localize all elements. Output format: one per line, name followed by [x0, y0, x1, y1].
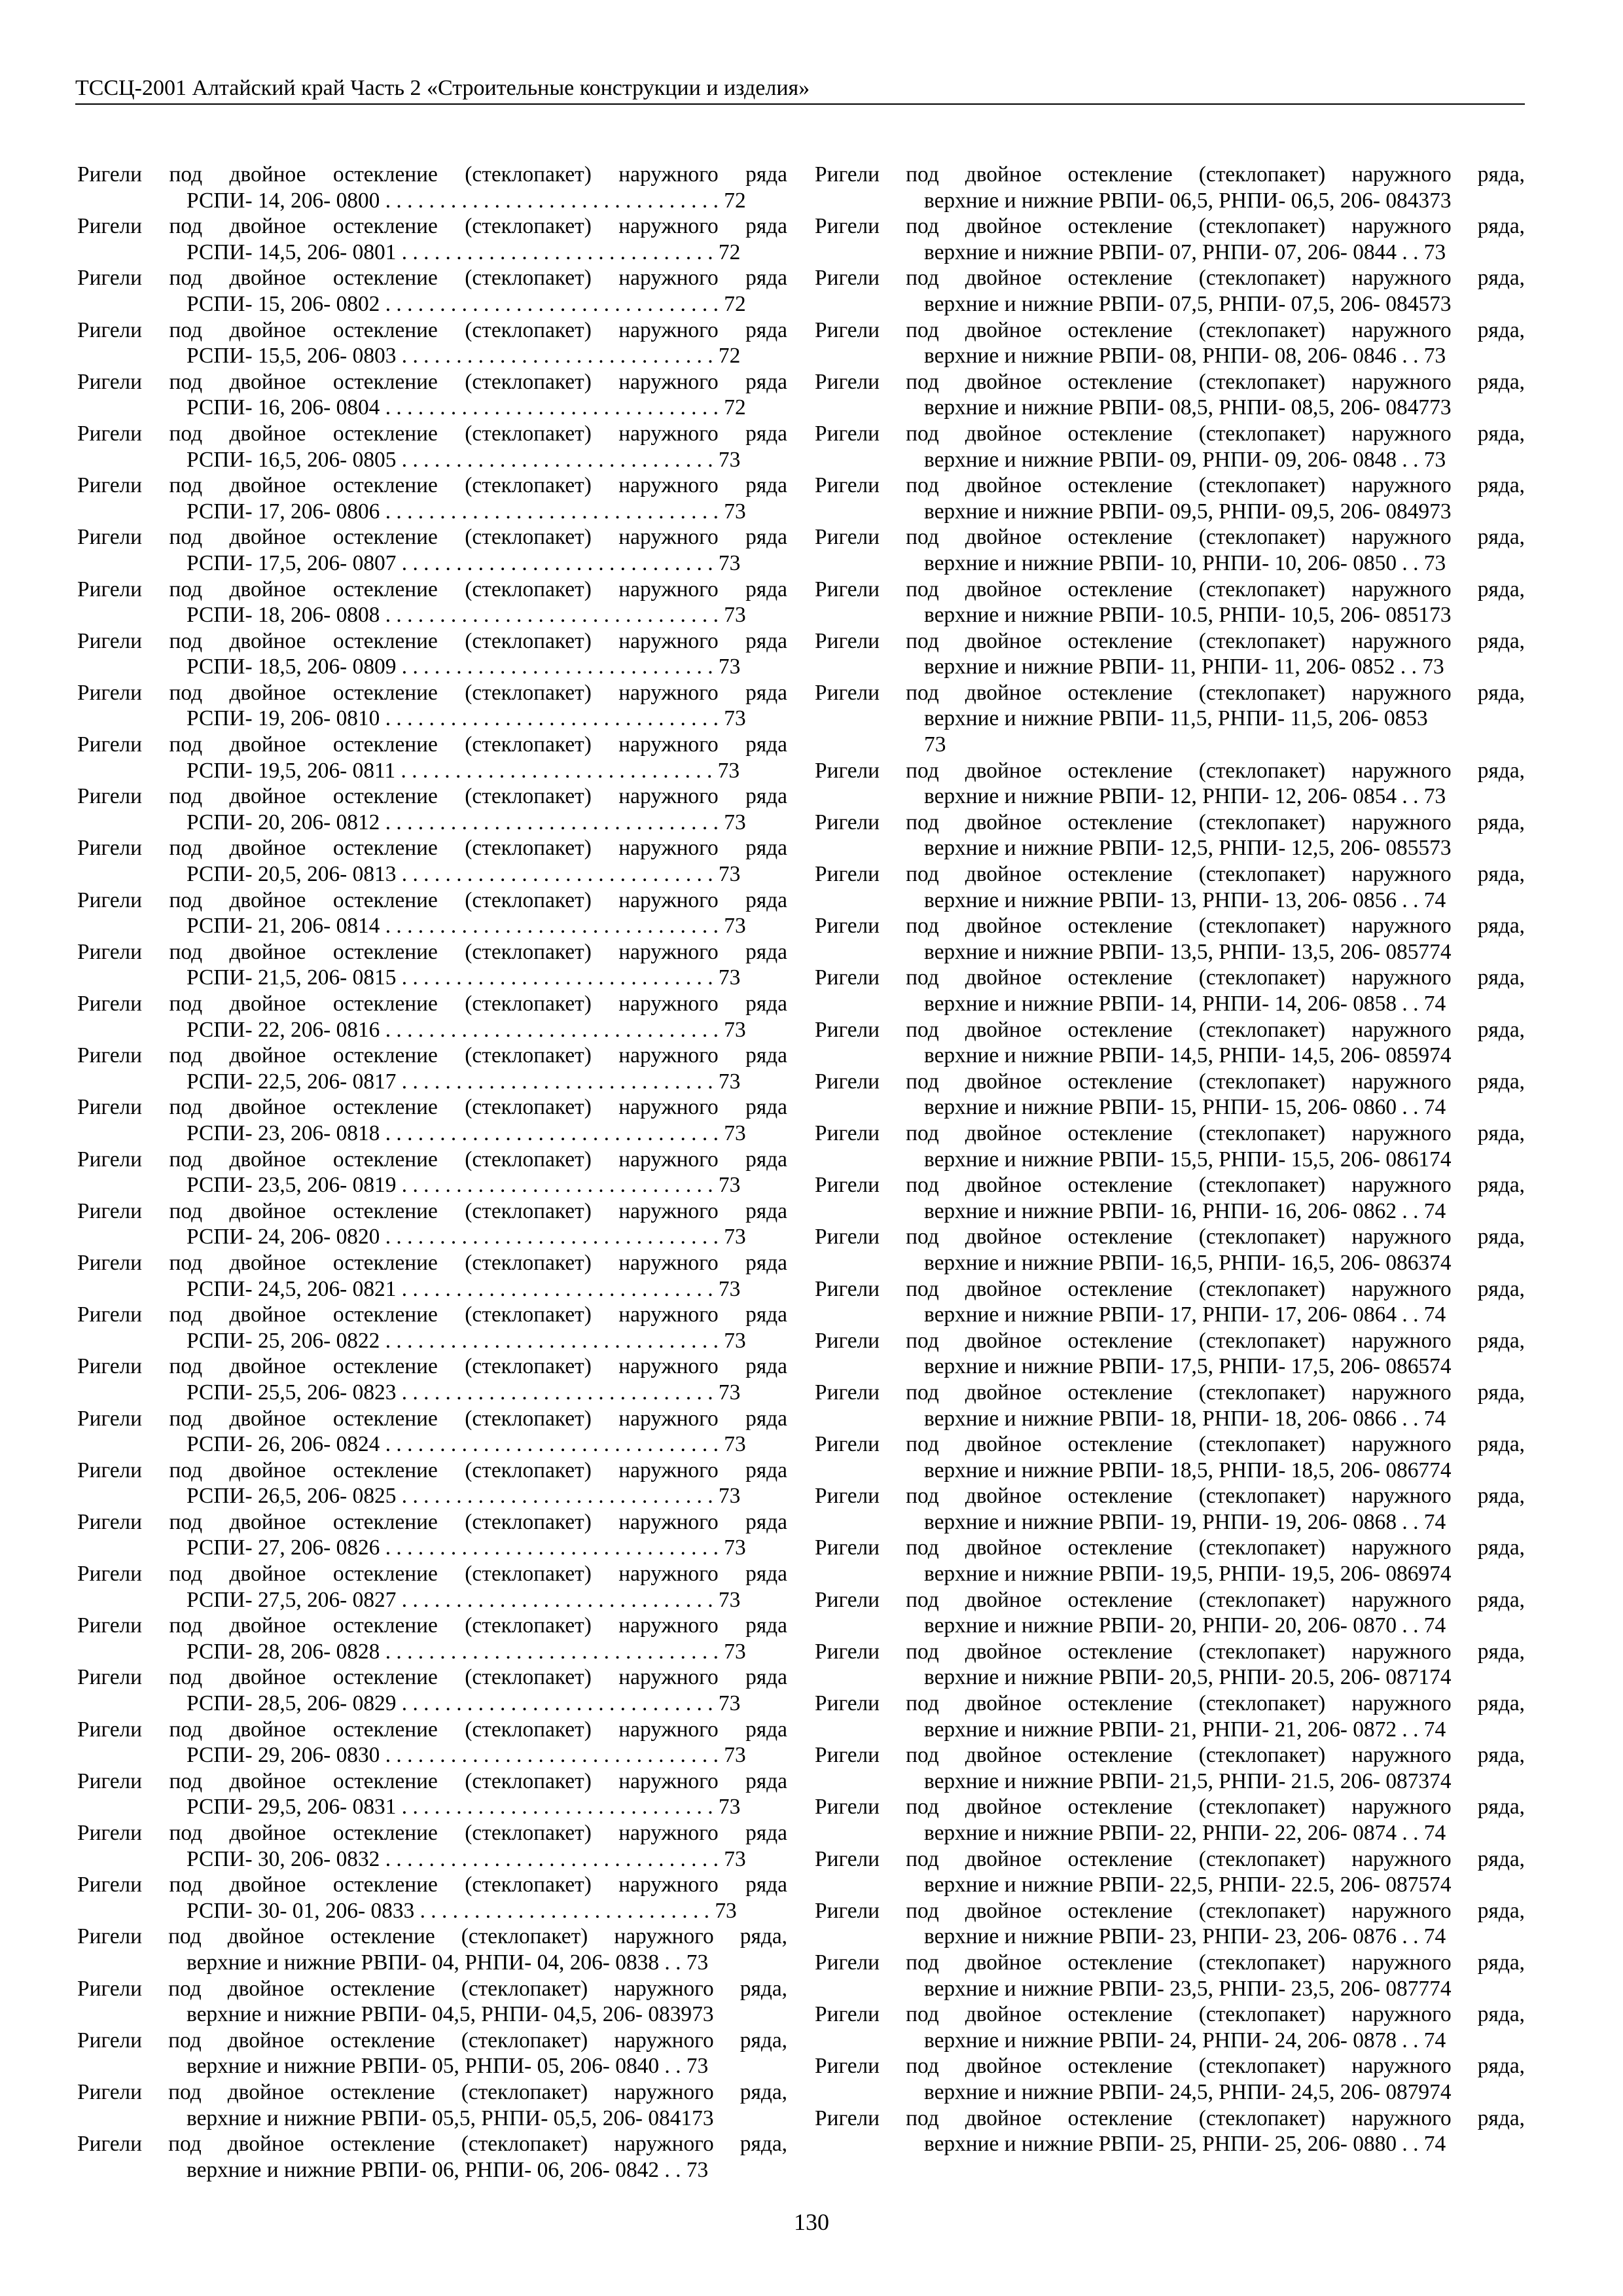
entry-reference: верхние и нижние РВПИ- 12,5, РНПИ- 12,5, 206- 085573: [924, 836, 1452, 861]
entry-reference: верхние и нижние РВПИ- 17, РНПИ- 17, 206- 0864 . . 74: [924, 1302, 1446, 1327]
entry-reference: РСПИ- 16, 206- 0804 . . . . . . . . . . . . . . . . . . . . . . . . . . . . . . . 72: [187, 395, 746, 420]
entry-reference: РСПИ- 15, 206- 0802 . . . . . . . . . . . . . . . . . . . . . . . . . . . . . . . 72: [187, 291, 746, 316]
index-entry: [815, 1121, 1525, 1172]
entry-reference: верхние и нижние РВПИ- 13,5, РНПИ- 13,5, 206- 085774: [924, 939, 1452, 964]
entry-reference: верхние и нижние РВПИ- 16, РНПИ- 16, 206- 0862 . . 74: [924, 1198, 1446, 1223]
entry-reference: РСПИ- 26, 206- 0824 . . . . . . . . . . . . . . . . . . . . . . . . . . . . . . . 73: [187, 1432, 746, 1457]
entry-reference: верхние и нижние РВПИ- 08,5, РНПИ- 08,5, 206- 084773: [924, 395, 1452, 420]
entry-description: Ригели под двойное остекление (стеклопакет) наружного ряда: [77, 1665, 787, 1690]
entry-reference: РСПИ- 19,5, 206- 0811 . . . . . . . . . . . . . . . . . . . . . . . . . . . . . 73: [187, 758, 740, 783]
index-entry: [815, 1898, 1525, 1950]
entry-reference: верхние и нижние РВПИ- 09, РНПИ- 09, 206- 0848 . . 73: [924, 447, 1446, 472]
index-entry: [77, 524, 787, 576]
index-entry: [77, 1406, 787, 1458]
index-entry: [815, 758, 1525, 810]
entry-description: Ригели под двойное остекление (стеклопакет) наружного ряда,: [815, 162, 1525, 187]
index-entry: [77, 835, 787, 887]
entry-reference: РСПИ- 29, 206- 0830 . . . . . . . . . . . . . . . . . . . . . . . . . . . . . . . 73: [187, 1743, 746, 1768]
index-column-right: [815, 162, 1525, 2157]
index-entry: [77, 1717, 787, 1768]
entry-reference: верхние и нижние РВПИ- 19, РНПИ- 19, 206- 0868 . . 74: [924, 1509, 1446, 1534]
entry-reference: РСПИ- 17,5, 206- 0807 . . . . . . . . . . . . . . . . . . . . . . . . . . . . . 73: [187, 550, 741, 575]
entry-reference: верхние и нижние РВПИ- 10, РНПИ- 10, 206- 0850 . . 73: [924, 550, 1446, 575]
index-entry: [815, 2001, 1525, 2053]
index-entry: [815, 1328, 1525, 1380]
entry-reference: верхние и нижние РВПИ- 19,5, РНПИ- 19,5, 206- 086974: [924, 1562, 1452, 1587]
entry-reference: РСПИ- 23, 206- 0818 . . . . . . . . . . . . . . . . . . . . . . . . . . . . . . . 73: [187, 1121, 746, 1145]
entry-reference: РСПИ- 30, 206- 0832 . . . . . . . . . . . . . . . . . . . . . . . . . . . . . . . 73: [187, 1846, 746, 1871]
entry-reference: РСПИ- 26,5, 206- 0825 . . . . . . . . . . . . . . . . . . . . . . . . . . . . . 73: [187, 1484, 741, 1509]
entry-description: Ригели под двойное остекление (стеклопакет) наружного ряда,: [815, 1484, 1525, 1509]
entry-description: Ригели под двойное остекление (стеклопакет) наружного ряда: [77, 939, 787, 964]
index-entry: [77, 2028, 787, 2079]
entry-description: Ригели под двойное остекление (стеклопакет) наружного ряда: [77, 1302, 787, 1327]
index-entry: [815, 1431, 1525, 1483]
index-entry: [77, 1354, 787, 1405]
entry-description: Ригели под двойное остекление (стеклопакет) наружного ряда,: [815, 758, 1525, 783]
entry-description: Ригели под двойное остекление (стеклопакет) наружного ряда,: [815, 862, 1525, 887]
entry-description: Ригели под двойное остекление (стеклопакет) наружного ряда: [77, 628, 787, 653]
entry-reference: верхние и нижние РВПИ- 13, РНПИ- 13, 206- 0856 . . 74: [924, 888, 1446, 912]
index-entry: [815, 1172, 1525, 1224]
index-entry: [815, 473, 1525, 524]
entry-description: Ригели под двойное остекление (стеклопакет) наружного ряда: [77, 317, 787, 342]
running-header: ТССЦ-2001 Алтайский край Часть 2 «Строительные конструкции и изделия»: [75, 73, 1525, 105]
entry-reference: верхние и нижние РВПИ- 21, РНПИ- 21, 206- 0872 . . 74: [924, 1717, 1446, 1742]
entry-description: Ригели под двойное остекление (стеклопакет) наружного ряда: [77, 1562, 787, 1587]
index-entry: [815, 421, 1525, 473]
entry-reference: РСПИ- 17, 206- 0806 . . . . . . . . . . . . . . . . . . . . . . . . . . . . . . . 73: [187, 499, 746, 524]
entry-description: Ригели под двойное остекление (стеклопакет) наружного ряда: [77, 1095, 787, 1120]
entry-description: Ригели под двойное остекление (стеклопакет) наружного ряда,: [815, 2054, 1525, 2079]
index-entry: [815, 1794, 1525, 1846]
index-entry: [77, 939, 787, 991]
index-entry: [815, 1742, 1525, 1794]
entry-description: Ригели под двойное остекление (стеклопакет) наружного ряда: [77, 214, 787, 239]
entry-reference: верхние и нижние РВПИ- 24, РНПИ- 24, 206- 0878 . . 74: [924, 2028, 1446, 2053]
entry-description: Ригели под двойное остекление (стеклопакет) наружного ряда,: [815, 680, 1525, 705]
entry-reference: РСПИ- 16,5, 206- 0805 . . . . . . . . . . . . . . . . . . . . . . . . . . . . . 73: [187, 447, 741, 472]
entry-reference: РСПИ- 21, 206- 0814 . . . . . . . . . . . . . . . . . . . . . . . . . . . . . . . 73: [187, 914, 746, 939]
entry-reference: РСПИ- 18, 206- 0808 . . . . . . . . . . . . . . . . . . . . . . . . . . . . . . . 73: [187, 603, 746, 628]
entry-reference: верхние и нижние РВПИ- 11,5, РНПИ- 11,5, 206- 0853: [924, 706, 1428, 731]
entry-description: Ригели под двойное остекление (стеклопакет) наружного ряда,: [815, 1898, 1525, 1923]
index-entry: [77, 1664, 787, 1716]
index-entry: [815, 1639, 1525, 1691]
entry-description: Ригели под двойное остекление (стеклопакет) наружного ряда,: [815, 1846, 1525, 1871]
entry-description: Ригели под двойное остекление (стеклопакет) наружного ряда,: [815, 1691, 1525, 1716]
entry-description: Ригели под двойное остекление (стеклопакет) наружного ряда: [77, 680, 787, 705]
index-entry: [77, 1094, 787, 1146]
index-entry: [815, 1276, 1525, 1328]
entry-reference: РСПИ- 29,5, 206- 0831 . . . . . . . . . . . . . . . . . . . . . . . . . . . . . 73: [187, 1795, 741, 1820]
index-entry: [77, 2079, 787, 2131]
entry-description: Ригели под двойное остекление (стеклопакет) наружного ряда: [77, 369, 787, 394]
index-entry: [815, 1950, 1525, 2001]
index-entry: [77, 732, 787, 783]
index-entry: [815, 2106, 1525, 2157]
entry-reference: верхние и нижние РВПИ- 05,5, РНПИ- 05,5, 206- 084173: [187, 2106, 714, 2130]
entry-description: Ригели под двойное остекление (стеклопакет) наружного ряда: [77, 162, 787, 187]
index-entry: [77, 473, 787, 524]
index-entry: [815, 524, 1525, 576]
index-entry: [77, 1613, 787, 1664]
entry-description: Ригели под двойное остекление (стеклопакет) наружного ряда,: [815, 1017, 1525, 1042]
entry-description: Ригели под двойное остекление (стеклопакет) наружного ряда,: [815, 1432, 1525, 1457]
entry-reference: РСПИ- 15,5, 206- 0803 . . . . . . . . . . . . . . . . . . . . . . . . . . . . . 72: [187, 344, 741, 368]
index-column-left: [77, 162, 787, 2183]
index-entry: [815, 1535, 1525, 1587]
entry-description: Ригели под двойное остекление (стеклопакет) наружного ряда: [77, 732, 787, 757]
entry-description: Ригели под двойное остекление (стеклопакет) наружного ряда,: [77, 2028, 787, 2053]
entry-reference: РСПИ- 24, 206- 0820 . . . . . . . . . . . . . . . . . . . . . . . . . . . . . . . 73: [187, 1225, 746, 1249]
entry-description: Ригели под двойное остекление (стеклопакет) наружного ряда,: [815, 1276, 1525, 1301]
entry-reference: РСПИ- 14, 206- 0800 . . . . . . . . . . . . . . . . . . . . . . . . . . . . . . . 72: [187, 188, 746, 213]
entry-reference: РСПИ- 14,5, 206- 0801 . . . . . . . . . . . . . . . . . . . . . . . . . . . . . 72: [187, 240, 741, 264]
entry-description: Ригели под двойное остекление (стеклопакет) наружного ряда,: [815, 810, 1525, 834]
entry-description: Ригели под двойное остекление (стеклопакет) наружного ряда,: [815, 1795, 1525, 1820]
entry-description: Ригели под двойное остекление (стеклопакет) наружного ряда: [77, 1147, 787, 1172]
entry-description: Ригели под двойное остекление (стеклопакет) наружного ряда: [77, 473, 787, 498]
index-entry: [77, 421, 787, 473]
index-entry: [815, 965, 1525, 1016]
entry-reference: верхние и нижние РВПИ- 14,5, РНПИ- 14,5, 206- 085974: [924, 1043, 1452, 1068]
index-entry: [77, 1458, 787, 1509]
entry-reference: РСПИ- 27, 206- 0826 . . . . . . . . . . . . . . . . . . . . . . . . . . . . . . . 73: [187, 1535, 746, 1560]
index-entry: [77, 1147, 787, 1198]
entry-reference: верхние и нижние РВПИ- 11, РНПИ- 11, 206- 0852 . . 73: [924, 655, 1444, 679]
entry-reference: РСПИ- 23,5, 206- 0819 . . . . . . . . . . . . . . . . . . . . . . . . . . . . . 73: [187, 1173, 741, 1198]
index-entry: [77, 2131, 787, 2183]
entry-description: Ригели под двойное остекление (стеклопакет) наружного ряда,: [815, 1380, 1525, 1405]
entry-description: Ригели под двойное остекление (стеклопакет) наружного ряда,: [815, 1121, 1525, 1145]
entry-reference: верхние и нижние РВПИ- 22,5, РНПИ- 22.5, 206- 087574: [924, 1873, 1452, 1897]
entry-reference: верхние и нижние РВПИ- 22, РНПИ- 22, 206- 0874 . . 74: [924, 1821, 1446, 1845]
entry-reference: верхние и нижние РВПИ- 08, РНПИ- 08, 206- 0846 . . 73: [924, 344, 1446, 368]
entry-reference: РСПИ- 19, 206- 0810 . . . . . . . . . . . . . . . . . . . . . . . . . . . . . . . 73: [187, 706, 746, 731]
entry-description: Ригели под двойное остекление (стеклопакет) наружного ряда,: [815, 914, 1525, 939]
entry-reference: РСПИ- 21,5, 206- 0815 . . . . . . . . . . . . . . . . . . . . . . . . . . . . . 73: [187, 965, 741, 990]
index-entry: [77, 1043, 787, 1094]
entry-reference: верхние и нижние РВПИ- 17,5, РНПИ- 17,5, 206- 086574: [924, 1354, 1452, 1379]
index-entry: [77, 213, 787, 265]
entry-reference: верхние и нижние РВПИ- 20, РНПИ- 20, 206- 0870 . . 74: [924, 1613, 1446, 1638]
entry-reference: верхние и нижние РВПИ- 07,5, РНПИ- 07,5, 206- 084573: [924, 291, 1452, 316]
entry-description: Ригели под двойное остекление (стеклопакет) наружного ряда: [77, 1821, 787, 1845]
index-entry: [815, 810, 1525, 861]
entry-description: Ригели под двойное остекление (стеклопакет) наружного ряда,: [77, 1924, 787, 1949]
entry-description: Ригели под двойное остекление (стеклопакет) наружного ряда: [77, 1250, 787, 1275]
entry-description: Ригели под двойное остекление (стеклопакет) наружного ряда: [77, 1354, 787, 1379]
index-entry: [77, 1820, 787, 1872]
index-entry: [815, 680, 1525, 758]
entry-reference: РСПИ- 25, 206- 0822 . . . . . . . . . . . . . . . . . . . . . . . . . . . . . . . 73: [187, 1328, 746, 1353]
entry-reference: РСПИ- 18,5, 206- 0809 . . . . . . . . . . . . . . . . . . . . . . . . . . . . . 73: [187, 655, 741, 679]
entry-reference: верхние и нижние РВПИ- 06, РНПИ- 06, 206- 0842 . . 73: [187, 2157, 709, 2182]
index-entry: [815, 861, 1525, 913]
entry-reference: верхние и нижние РВПИ- 18, РНПИ- 18, 206- 0866 . . 74: [924, 1406, 1446, 1431]
entry-description: Ригели под двойное остекление (стеклопакет) наружного ряда: [77, 1406, 787, 1431]
entry-description: Ригели под двойное остекление (стеклопакет) наружного ряда: [77, 836, 787, 861]
entry-description: Ригели под двойное остекление (стеклопакет) наружного ряда,: [815, 1587, 1525, 1612]
entry-description: Ригели под двойное остекление (стеклопакет) наружного ряда,: [815, 1069, 1525, 1094]
index-entry: [815, 1017, 1525, 1069]
entry-reference: верхние и нижние РВПИ- 15,5, РНПИ- 15,5, 206- 086174: [924, 1147, 1452, 1172]
index-entry: [77, 1302, 787, 1354]
entry-description: Ригели под двойное остекление (стеклопакет) наружного ряда,: [815, 628, 1525, 653]
entry-description: Ригели под двойное остекление (стеклопакет) наружного ряда,: [815, 1535, 1525, 1560]
entry-description: Ригели под двойное остекление (стеклопакет) наружного ряда: [77, 1509, 787, 1534]
entry-description: Ригели под двойное остекление (стеклопакет) наружного ряда: [77, 1458, 787, 1482]
entry-reference: верхние и нижние РВПИ- 20,5, РНПИ- 20.5, 206- 087174: [924, 1665, 1452, 1690]
entry-description: Ригели под двойное остекление (стеклопакет) наружного ряда,: [815, 421, 1525, 446]
entry-description: Ригели под двойное остекление (стеклопакет) наружного ряда,: [815, 1639, 1525, 1664]
index-entry: [815, 1380, 1525, 1431]
entry-reference: верхние и нижние РВПИ- 21,5, РНПИ- 21.5, 206- 087374: [924, 1768, 1452, 1793]
entry-reference: РСПИ- 22,5, 206- 0817 . . . . . . . . . . . . . . . . . . . . . . . . . . . . . 73: [187, 1069, 741, 1094]
entry-description: Ригели под двойное остекление (стеклопакет) наружного ряда,: [815, 965, 1525, 990]
entry-reference: РСПИ- 28, 206- 0828 . . . . . . . . . . . . . . . . . . . . . . . . . . . . . . . 73: [187, 1639, 746, 1664]
entry-description: Ригели под двойное остекление (стеклопакет) наружного ряда,: [815, 1225, 1525, 1249]
index-entry: [77, 1250, 787, 1302]
index-entry: [77, 1561, 787, 1613]
entry-reference: верхние и нижние РВПИ- 04, РНПИ- 04, 206- 0838 . . 73: [187, 1950, 709, 1975]
index-entry: [815, 265, 1525, 317]
entry-reference: верхние и нижние РВПИ- 24,5, РНПИ- 24,5, 206- 087974: [924, 2079, 1452, 2104]
entry-description: Ригели под двойное остекление (стеклопакет) наружного ряда,: [815, 525, 1525, 550]
entry-description: Ригели под двойное остекление (стеклопакет) наружного ряда: [77, 1198, 787, 1223]
entry-reference: РСПИ- 25,5, 206- 0823 . . . . . . . . . . . . . . . . . . . . . . . . . . . . . 73: [187, 1380, 741, 1405]
entry-description: Ригели под двойное остекление (стеклопакет) наружного ряда,: [815, 1743, 1525, 1768]
entry-description: Ригели под двойное остекление (стеклопакет) наружного ряда: [77, 525, 787, 550]
entry-description: Ригели под двойное остекление (стеклопакет) наружного ряда,: [77, 2079, 787, 2104]
entry-description: Ригели под двойное остекление (стеклопакет) наружного ряда: [77, 577, 787, 601]
index-entry: [815, 2053, 1525, 2105]
entry-description: Ригели под двойное остекление (стеклопакет) наружного ряда,: [815, 473, 1525, 498]
entry-description: Ригели под двойное остекление (стеклопакет) наружного ряда,: [815, 266, 1525, 291]
page-number: 130: [794, 2209, 829, 2235]
entry-description: Ригели под двойное остекление (стеклопакет) наружного ряда: [77, 1613, 787, 1638]
entry-reference: РСПИ- 30- 01, 206- 0833 . . . . . . . . . . . . . . . . . . . . . . . . . . . 73: [187, 1898, 737, 1923]
entry-description: Ригели под двойное остекление (стеклопакет) наружного ряда: [77, 421, 787, 446]
entry-reference: верхние и нижние РВПИ- 25, РНПИ- 25, 206- 0880 . . 74: [924, 2132, 1446, 2157]
entry-description: Ригели под двойное остекление (стеклопакет) наружного ряда: [77, 1873, 787, 1897]
entry-reference: верхние и нижние РВПИ- 05, РНПИ- 05, 206- 0840 . . 73: [187, 2054, 709, 2079]
entry-reference: верхние и нижние РВПИ- 23, РНПИ- 23, 206- 0876 . . 74: [924, 1924, 1446, 1949]
entry-description: Ригели под двойное остекление (стеклопакет) наружного ряда: [77, 888, 787, 912]
entry-reference: верхние и нижние РВПИ- 09,5, РНПИ- 09,5, 206- 084973: [924, 499, 1452, 524]
entry-description: Ригели под двойное остекление (стеклопакет) наружного ряда: [77, 1768, 787, 1793]
entry-reference: верхние и нижние РВПИ- 18,5, РНПИ- 18,5, 206- 086774: [924, 1458, 1452, 1482]
index-entry: [77, 1768, 787, 1820]
index-entry: [77, 1872, 787, 1924]
entry-description: Ригели под двойное остекление (стеклопакет) наружного ряда: [77, 266, 787, 291]
index-entry: [77, 628, 787, 680]
index-entry: [77, 783, 787, 835]
entry-reference: РСПИ- 28,5, 206- 0829 . . . . . . . . . . . . . . . . . . . . . . . . . . . . . 73: [187, 1691, 741, 1716]
entry-reference: РСПИ- 20, 206- 0812 . . . . . . . . . . . . . . . . . . . . . . . . . . . . . . . 73: [187, 810, 746, 834]
index-entry: [77, 991, 787, 1043]
index-entry: [815, 1069, 1525, 1121]
index-entry: [815, 1483, 1525, 1535]
entry-reference: верхние и нижние РВПИ- 06,5, РНПИ- 06,5, 206- 084373: [924, 188, 1452, 213]
entry-reference: РСПИ- 24,5, 206- 0821 . . . . . . . . . . . . . . . . . . . . . . . . . . . . . 73: [187, 1276, 741, 1301]
index-entry: [77, 162, 787, 213]
entry-description: Ригели под двойное остекление (стеклопакет) наружного ряда: [77, 1717, 787, 1742]
entry-description: Ригели под двойное остекление (стеклопакет) наружного ряда,: [815, 577, 1525, 601]
entry-description: Ригели под двойное остекление (стеклопакет) наружного ряда,: [77, 1976, 787, 2001]
index-entry: [77, 577, 787, 628]
entry-description: Ригели под двойное остекление (стеклопакет) наружного ряда,: [815, 214, 1525, 239]
index-entry: [77, 680, 787, 732]
entry-reference: верхние и нижние РВПИ- 10.5, РНПИ- 10,5, 206- 085173: [924, 603, 1452, 628]
entry-description: Ригели под двойное остекление (стеклопакет) наружного ряда: [77, 1043, 787, 1068]
entry-description: Ригели под двойное остекление (стеклопакет) наружного ряда,: [815, 2106, 1525, 2130]
entry-description: Ригели под двойное остекление (стеклопакет) наружного ряда: [77, 784, 787, 809]
index-entry: [815, 913, 1525, 965]
entry-description: Ригели под двойное остекление (стеклопакет) наружного ряда,: [815, 2002, 1525, 2027]
index-entry: [815, 1587, 1525, 1639]
index-entry: [815, 1224, 1525, 1276]
entry-description: Ригели под двойное остекление (стеклопакет) наружного ряда,: [815, 1950, 1525, 1975]
entry-description: Ригели под двойное остекление (стеклопакет) наружного ряда,: [77, 2132, 787, 2157]
index-entry: [815, 628, 1525, 680]
index-entry: [815, 369, 1525, 421]
entry-reference: РСПИ- 22, 206- 0816 . . . . . . . . . . . . . . . . . . . . . . . . . . . . . . . 73: [187, 1017, 746, 1042]
entry-description: Ригели под двойное остекление (стеклопакет) наружного ряда,: [815, 369, 1525, 394]
index-entry: [815, 317, 1525, 369]
entry-reference: верхние и нижние РВПИ- 15, РНПИ- 15, 206- 0860 . . 74: [924, 1095, 1446, 1120]
index-entry: [77, 317, 787, 369]
index-entry: [815, 1846, 1525, 1898]
entry-reference: РСПИ- 20,5, 206- 0813 . . . . . . . . . . . . . . . . . . . . . . . . . . . . . 73: [187, 862, 741, 887]
index-entry: [77, 1198, 787, 1250]
index-entry: [77, 1976, 787, 2028]
entry-reference: верхние и нижние РВПИ- 07, РНПИ- 07, 206- 0844 . . 73: [924, 240, 1446, 264]
index-entry: [815, 213, 1525, 265]
entry-reference: верхние и нижние РВПИ- 23,5, РНПИ- 23,5, 206- 087774: [924, 1976, 1452, 2001]
entry-reference: верхние и нижние РВПИ- 14, РНПИ- 14, 206- 0858 . . 74: [924, 992, 1446, 1016]
index-entry: [77, 888, 787, 939]
index-entry: [815, 162, 1525, 213]
entry-reference: верхние и нижние РВПИ- 16,5, РНПИ- 16,5, 206- 086374: [924, 1250, 1452, 1275]
index-entry: [77, 369, 787, 421]
entry-reference: РСПИ- 27,5, 206- 0827 . . . . . . . . . . . . . . . . . . . . . . . . . . . . . 73: [187, 1587, 741, 1612]
entry-description: Ригели под двойное остекление (стеклопакет) наружного ряда: [77, 992, 787, 1016]
entry-description: Ригели под двойное остекление (стеклопакет) наружного ряда,: [815, 317, 1525, 342]
index-entry: [815, 1691, 1525, 1742]
entry-description: Ригели под двойное остекление (стеклопакет) наружного ряда,: [815, 1173, 1525, 1198]
entry-page-ref: 73: [924, 732, 946, 757]
index-entry: [77, 1509, 787, 1561]
entry-description: Ригели под двойное остекление (стеклопакет) наружного ряда,: [815, 1328, 1525, 1353]
index-entry: [77, 1924, 787, 1975]
index-entry: [77, 265, 787, 317]
entry-reference: верхние и нижние РВПИ- 12, РНПИ- 12, 206- 0854 . . 73: [924, 784, 1446, 809]
index-entry: [815, 577, 1525, 628]
entry-reference: верхние и нижние РВПИ- 04,5, РНПИ- 04,5, 206- 083973: [187, 2002, 714, 2027]
